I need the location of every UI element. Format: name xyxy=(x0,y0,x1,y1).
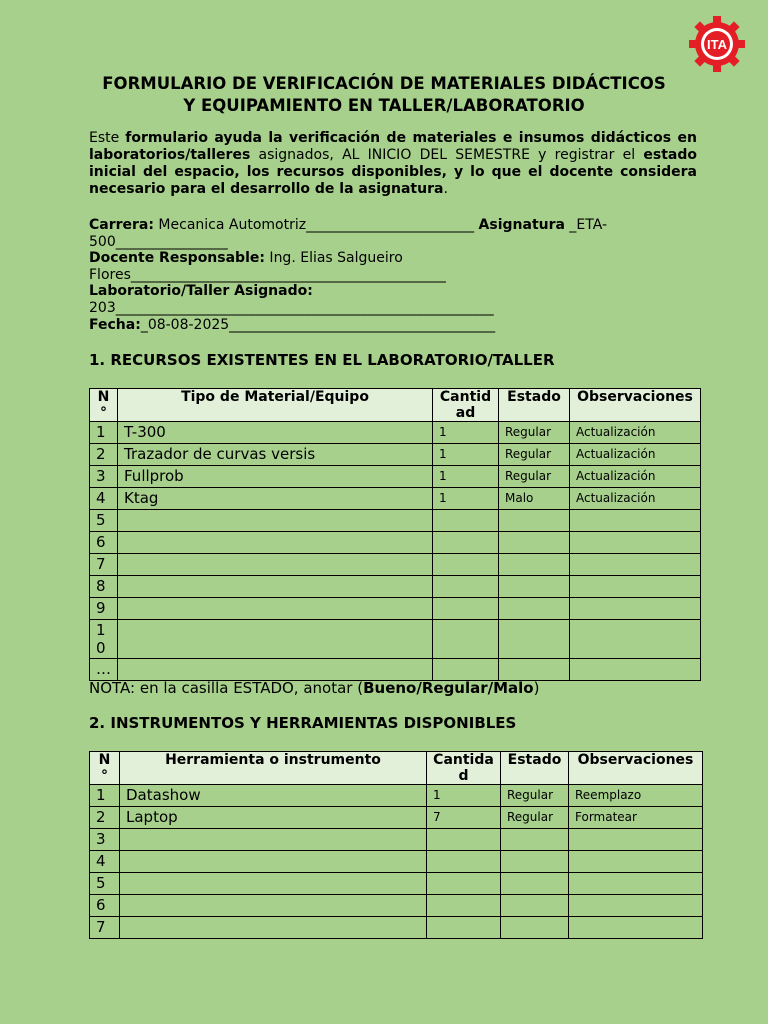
estado-cell xyxy=(499,510,570,532)
item-name-cell xyxy=(118,659,433,681)
item-name-cell xyxy=(120,829,427,851)
table-row xyxy=(90,785,703,807)
quantity-cell xyxy=(433,620,499,659)
item-name-cell: Datashow xyxy=(120,785,427,807)
observaciones-cell: Actualización xyxy=(570,422,701,444)
section-2-title: 2. INSTRUMENTOS Y HERRAMIENTAS DISPONIBLES xyxy=(89,714,517,732)
quantity-cell: 1 xyxy=(427,785,501,807)
item-name-cell: Fullprob xyxy=(118,466,433,488)
row-number-cell: 2 xyxy=(90,444,118,466)
row-number-cell: 6 xyxy=(90,532,118,554)
observaciones-cell xyxy=(569,873,703,895)
intro-paragraph: Este formulario ayuda la verificación de materiales e insumos didácticos en laboratorios/talleres asignados, AL INICIO DEL SEMESTRE y registrar el estado inicial del espacio, los recursos disponibles, y lo que el docente considera necesario para el desarrollo de la asignatura. xyxy=(89,130,697,197)
estado-cell xyxy=(499,598,570,620)
institution-logo xyxy=(688,13,746,75)
row-number-cell: 6 xyxy=(90,895,120,917)
lab-line: 203______________________________________________________ xyxy=(89,299,494,316)
quantity-cell: 1 xyxy=(433,488,499,510)
col-header-no: N ° xyxy=(90,389,118,422)
form-meta xyxy=(89,217,697,333)
quantity-cell xyxy=(433,532,499,554)
quantity-cell xyxy=(427,829,501,851)
item-name-cell: Ktag xyxy=(118,488,433,510)
quantity-cell xyxy=(427,917,501,939)
col-header-tipo: Tipo de Material/Equipo xyxy=(118,389,433,422)
estado-note: NOTA: en la casilla ESTADO, anotar (Bueno/Regular/Malo) xyxy=(89,679,540,697)
observaciones-cell xyxy=(570,598,701,620)
quantity-cell xyxy=(433,576,499,598)
observaciones-cell xyxy=(569,851,703,873)
table-row xyxy=(90,532,701,554)
table-row xyxy=(90,598,701,620)
row-number-cell: 1 xyxy=(90,422,118,444)
title-line-2: Y EQUIPAMIENTO EN TALLER/LABORATORIO xyxy=(183,96,585,115)
row-number-cell: 4 xyxy=(90,488,118,510)
estado-cell: Regular xyxy=(499,444,570,466)
asignatura-line: 500________________ xyxy=(89,233,228,250)
table-row xyxy=(90,873,703,895)
row-number-cell: 5 xyxy=(90,873,120,895)
quantity-cell xyxy=(433,554,499,576)
observaciones-cell xyxy=(570,554,701,576)
col-header-observaciones: Observaciones xyxy=(569,752,703,785)
observaciones-cell: Actualización xyxy=(570,466,701,488)
row-number-cell: 7 xyxy=(90,554,118,576)
row-number-cell: 10 xyxy=(90,620,118,659)
observaciones-cell xyxy=(570,620,701,659)
observaciones-cell xyxy=(570,659,701,681)
row-number-cell: 5 xyxy=(90,510,118,532)
item-name-cell xyxy=(118,598,433,620)
quantity-cell xyxy=(433,659,499,681)
estado-cell: Malo xyxy=(499,488,570,510)
observaciones-cell xyxy=(570,576,701,598)
estado-cell xyxy=(499,659,570,681)
item-name-cell: Laptop xyxy=(120,807,427,829)
quantity-cell xyxy=(433,510,499,532)
col-header-cantidad: Cantid ad xyxy=(433,389,499,422)
item-name-cell: Trazador de curvas versis xyxy=(118,444,433,466)
observaciones-cell: Reemplazo xyxy=(569,785,703,807)
row-number-cell: 2 xyxy=(90,807,120,829)
instruments-table xyxy=(89,751,703,939)
table-row xyxy=(90,620,701,659)
col-header-estado: Estado xyxy=(501,752,569,785)
observaciones-cell xyxy=(569,895,703,917)
col-header-observaciones: Observaciones xyxy=(570,389,701,422)
row-number-cell: 4 xyxy=(90,851,120,873)
observaciones-cell: Actualización xyxy=(570,444,701,466)
carrera-field: Carrera: Mecanica Automotriz________________________ Asignatura _ETA- xyxy=(89,217,608,233)
docente-field: Docente Responsable: Ing. Elias Salgueiro xyxy=(89,250,403,267)
title-line-1: FORMULARIO DE VERIFICACIÓN DE MATERIALES DIDÁCTICOS xyxy=(102,74,666,93)
resources-table xyxy=(89,388,701,681)
observaciones-cell xyxy=(569,829,703,851)
estado-cell xyxy=(499,554,570,576)
estado-cell xyxy=(501,917,569,939)
item-name-cell xyxy=(118,620,433,659)
estado-cell xyxy=(501,873,569,895)
estado-cell xyxy=(501,851,569,873)
table-row xyxy=(90,576,701,598)
table-row xyxy=(90,444,701,466)
table-row xyxy=(90,554,701,576)
observaciones-cell xyxy=(569,917,703,939)
item-name-cell xyxy=(118,532,433,554)
observaciones-cell: Formatear xyxy=(569,807,703,829)
quantity-cell xyxy=(433,598,499,620)
table-row xyxy=(90,659,701,681)
col-header-no: N ° xyxy=(90,752,120,785)
quantity-cell xyxy=(427,873,501,895)
estado-cell xyxy=(499,532,570,554)
table-row xyxy=(90,917,703,939)
col-header-cantidad: Cantida d xyxy=(427,752,501,785)
table-header-row xyxy=(90,752,703,785)
item-name-cell xyxy=(118,510,433,532)
quantity-cell xyxy=(427,851,501,873)
quantity-cell: 1 xyxy=(433,444,499,466)
estado-cell: Regular xyxy=(499,466,570,488)
row-number-cell: 3 xyxy=(90,466,118,488)
quantity-cell: 1 xyxy=(433,422,499,444)
quantity-cell: 1 xyxy=(433,466,499,488)
section-1-title: 1. RECURSOS EXISTENTES EN EL LABORATORIO/TALLER xyxy=(89,351,555,369)
row-number-cell: 3 xyxy=(90,829,120,851)
item-name-cell xyxy=(118,554,433,576)
item-name-cell xyxy=(120,873,427,895)
estado-cell xyxy=(501,829,569,851)
table-row xyxy=(90,488,701,510)
docente-line: Flores_____________________________________________ xyxy=(89,266,446,283)
observaciones-cell: Actualización xyxy=(570,488,701,510)
item-name-cell xyxy=(118,576,433,598)
col-header-herramienta: Herramienta o instrumento xyxy=(120,752,427,785)
item-name-cell xyxy=(120,917,427,939)
logo-text: ITA xyxy=(707,37,727,52)
row-number-cell: 7 xyxy=(90,917,120,939)
estado-cell: Regular xyxy=(499,422,570,444)
item-name-cell xyxy=(120,895,427,917)
table-row xyxy=(90,895,703,917)
estado-cell xyxy=(499,620,570,659)
estado-cell: Regular xyxy=(501,807,569,829)
table-row xyxy=(90,510,701,532)
lab-field: Laboratorio/Taller Asignado: xyxy=(89,283,313,300)
table-row xyxy=(90,829,703,851)
table-header-row xyxy=(90,389,701,422)
quantity-cell xyxy=(427,895,501,917)
row-number-cell: … xyxy=(90,659,118,681)
table-row xyxy=(90,807,703,829)
row-number-cell: 1 xyxy=(90,785,120,807)
fecha-field: Fecha:_08-08-2025______________________________________ xyxy=(89,316,496,333)
table-row xyxy=(90,466,701,488)
row-number-cell: 8 xyxy=(90,576,118,598)
observaciones-cell xyxy=(570,510,701,532)
form-title xyxy=(60,73,708,117)
estado-cell: Regular xyxy=(501,785,569,807)
quantity-cell: 7 xyxy=(427,807,501,829)
row-number-cell: 9 xyxy=(90,598,118,620)
item-name-cell xyxy=(120,851,427,873)
col-header-estado: Estado xyxy=(499,389,570,422)
estado-cell xyxy=(501,895,569,917)
item-name-cell: T-300 xyxy=(118,422,433,444)
estado-cell xyxy=(499,576,570,598)
table-row xyxy=(90,422,701,444)
observaciones-cell xyxy=(570,532,701,554)
table-row xyxy=(90,851,703,873)
